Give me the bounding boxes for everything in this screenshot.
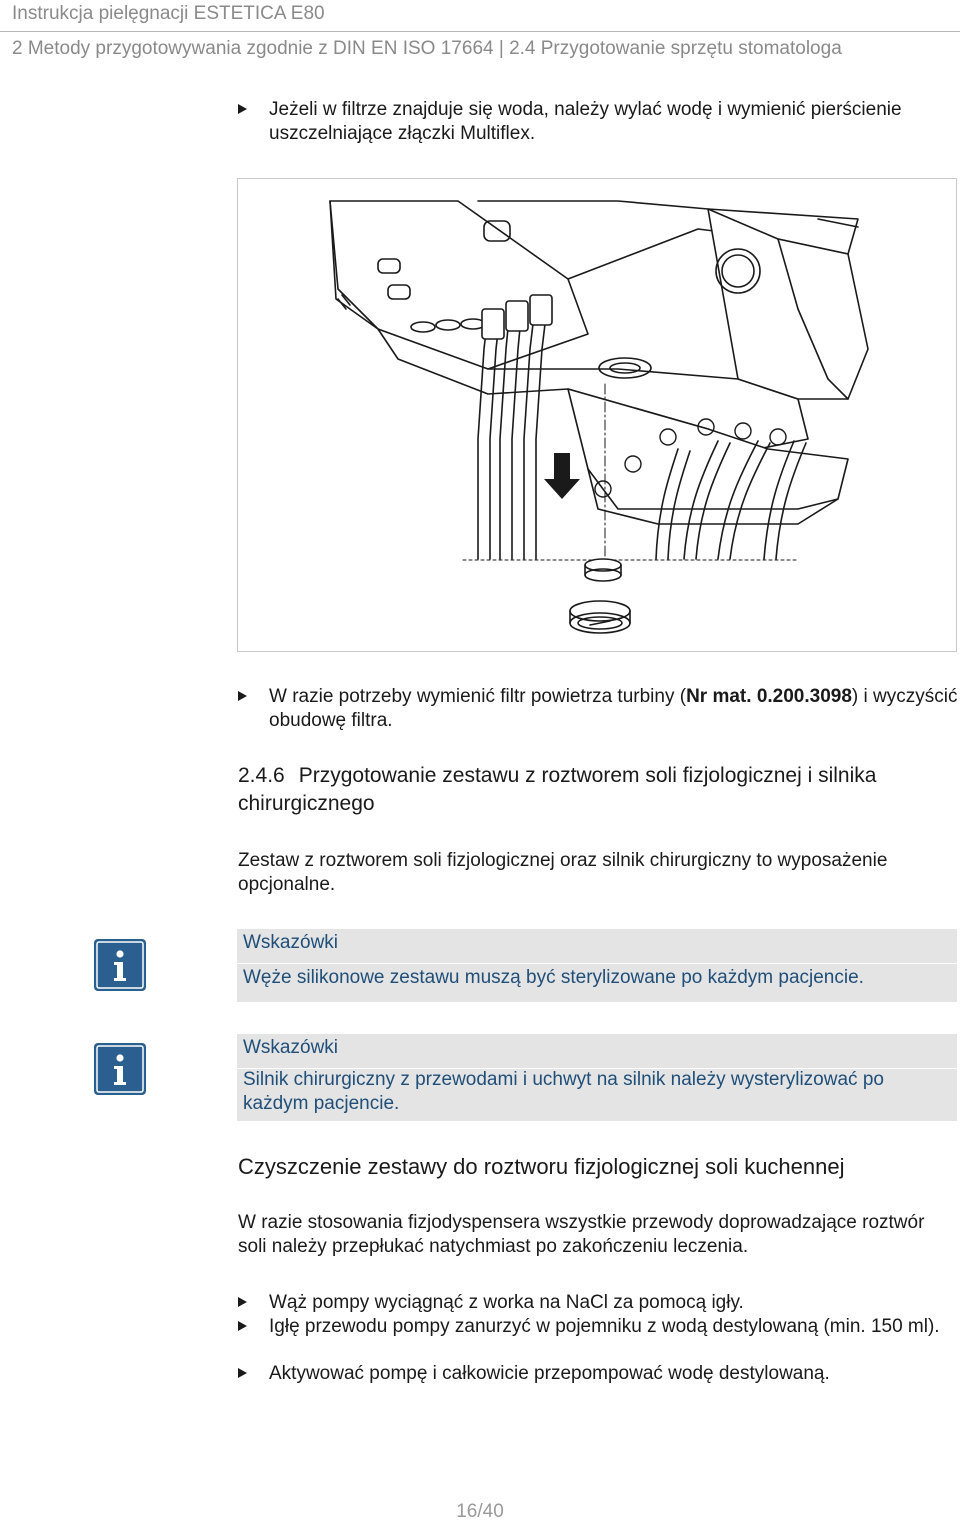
step-text: Wąż pompy wyciągnąć z worka na NaCl za pomocą igły. <box>269 1292 744 1313</box>
section-intro: Zestaw z roztworem soli fizjologicznej oraz silnik chirurgiczny to wyposażenie opcjonalne. <box>238 850 888 895</box>
step-item <box>238 685 958 733</box>
triangle-bullet-icon <box>238 1321 247 1331</box>
step-item <box>238 98 958 146</box>
section-title: Przygotowanie zestawu z roztworem soli fizjologicznej i silnika chirurgicznego <box>238 764 877 815</box>
step-item <box>238 1291 958 1315</box>
page-number: 16/40 <box>456 1501 504 1522</box>
step-text: Aktywować pompę i całkowicie przepompować wodę destylowaną. <box>269 1363 830 1384</box>
step-text: Jeżeli w filtrze znajduje się woda, należy wylać wodę i wymienić pierścienie uszczelniające złączki Multiflex. <box>269 99 902 144</box>
triangle-bullet-icon <box>238 104 247 114</box>
subsection-heading: Czyszczenie zestawy do roztworu fizjologicznej soli kuchennej <box>238 1154 845 1179</box>
note-divider <box>237 963 957 964</box>
step-text: Igłę przewodu pompy zanurzyć w pojemniku z wodą destylowaną (min. 150 ml). <box>269 1316 940 1337</box>
note-text: Silnik chirurgiczny z przewodami i uchwyt na silnik należy wysterylizować po każdym pacjencie. <box>243 1069 884 1114</box>
step-item <box>238 1315 958 1339</box>
breadcrumb: 2 Metody przygotowywania zgodnie z DIN EN ISO 17664 | 2.4 Przygotowanie sprzętu stomatologa <box>12 38 842 59</box>
step-item <box>238 1362 958 1386</box>
info-icon <box>93 1042 147 1096</box>
note-title: Wskazówki <box>243 932 339 953</box>
note-box <box>237 929 957 1002</box>
section-heading <box>238 762 958 818</box>
material-number: Nr mat. 0.200.3098 <box>686 686 852 707</box>
filter-illustration <box>237 178 957 652</box>
document-title: Instrukcja pielęgnacji ESTETICA E80 <box>12 3 325 24</box>
note-title: Wskazówki <box>243 1037 339 1058</box>
info-icon <box>93 938 147 992</box>
cleaning-intro: W razie stosowania fizjodyspensera wszystkie przewody doprowadzające roztwór soli należy przepłukać natychmiast po zakończeniu leczenia. <box>238 1212 925 1257</box>
note-text: Węże silikonowe zestawu muszą być sterylizowane po każdym pacjencie. <box>243 967 864 988</box>
section-number: 2.4.6 <box>238 764 285 787</box>
step-text: W razie potrzeby wymienić filtr powietrza turbiny (Nr mat. 0.200.3098) i wyczyścić obudowę filtra. <box>269 686 958 731</box>
triangle-bullet-icon <box>238 1297 247 1307</box>
note-box <box>237 1034 957 1121</box>
header-divider <box>0 31 960 32</box>
triangle-bullet-icon <box>238 691 247 701</box>
triangle-bullet-icon <box>238 1368 247 1378</box>
